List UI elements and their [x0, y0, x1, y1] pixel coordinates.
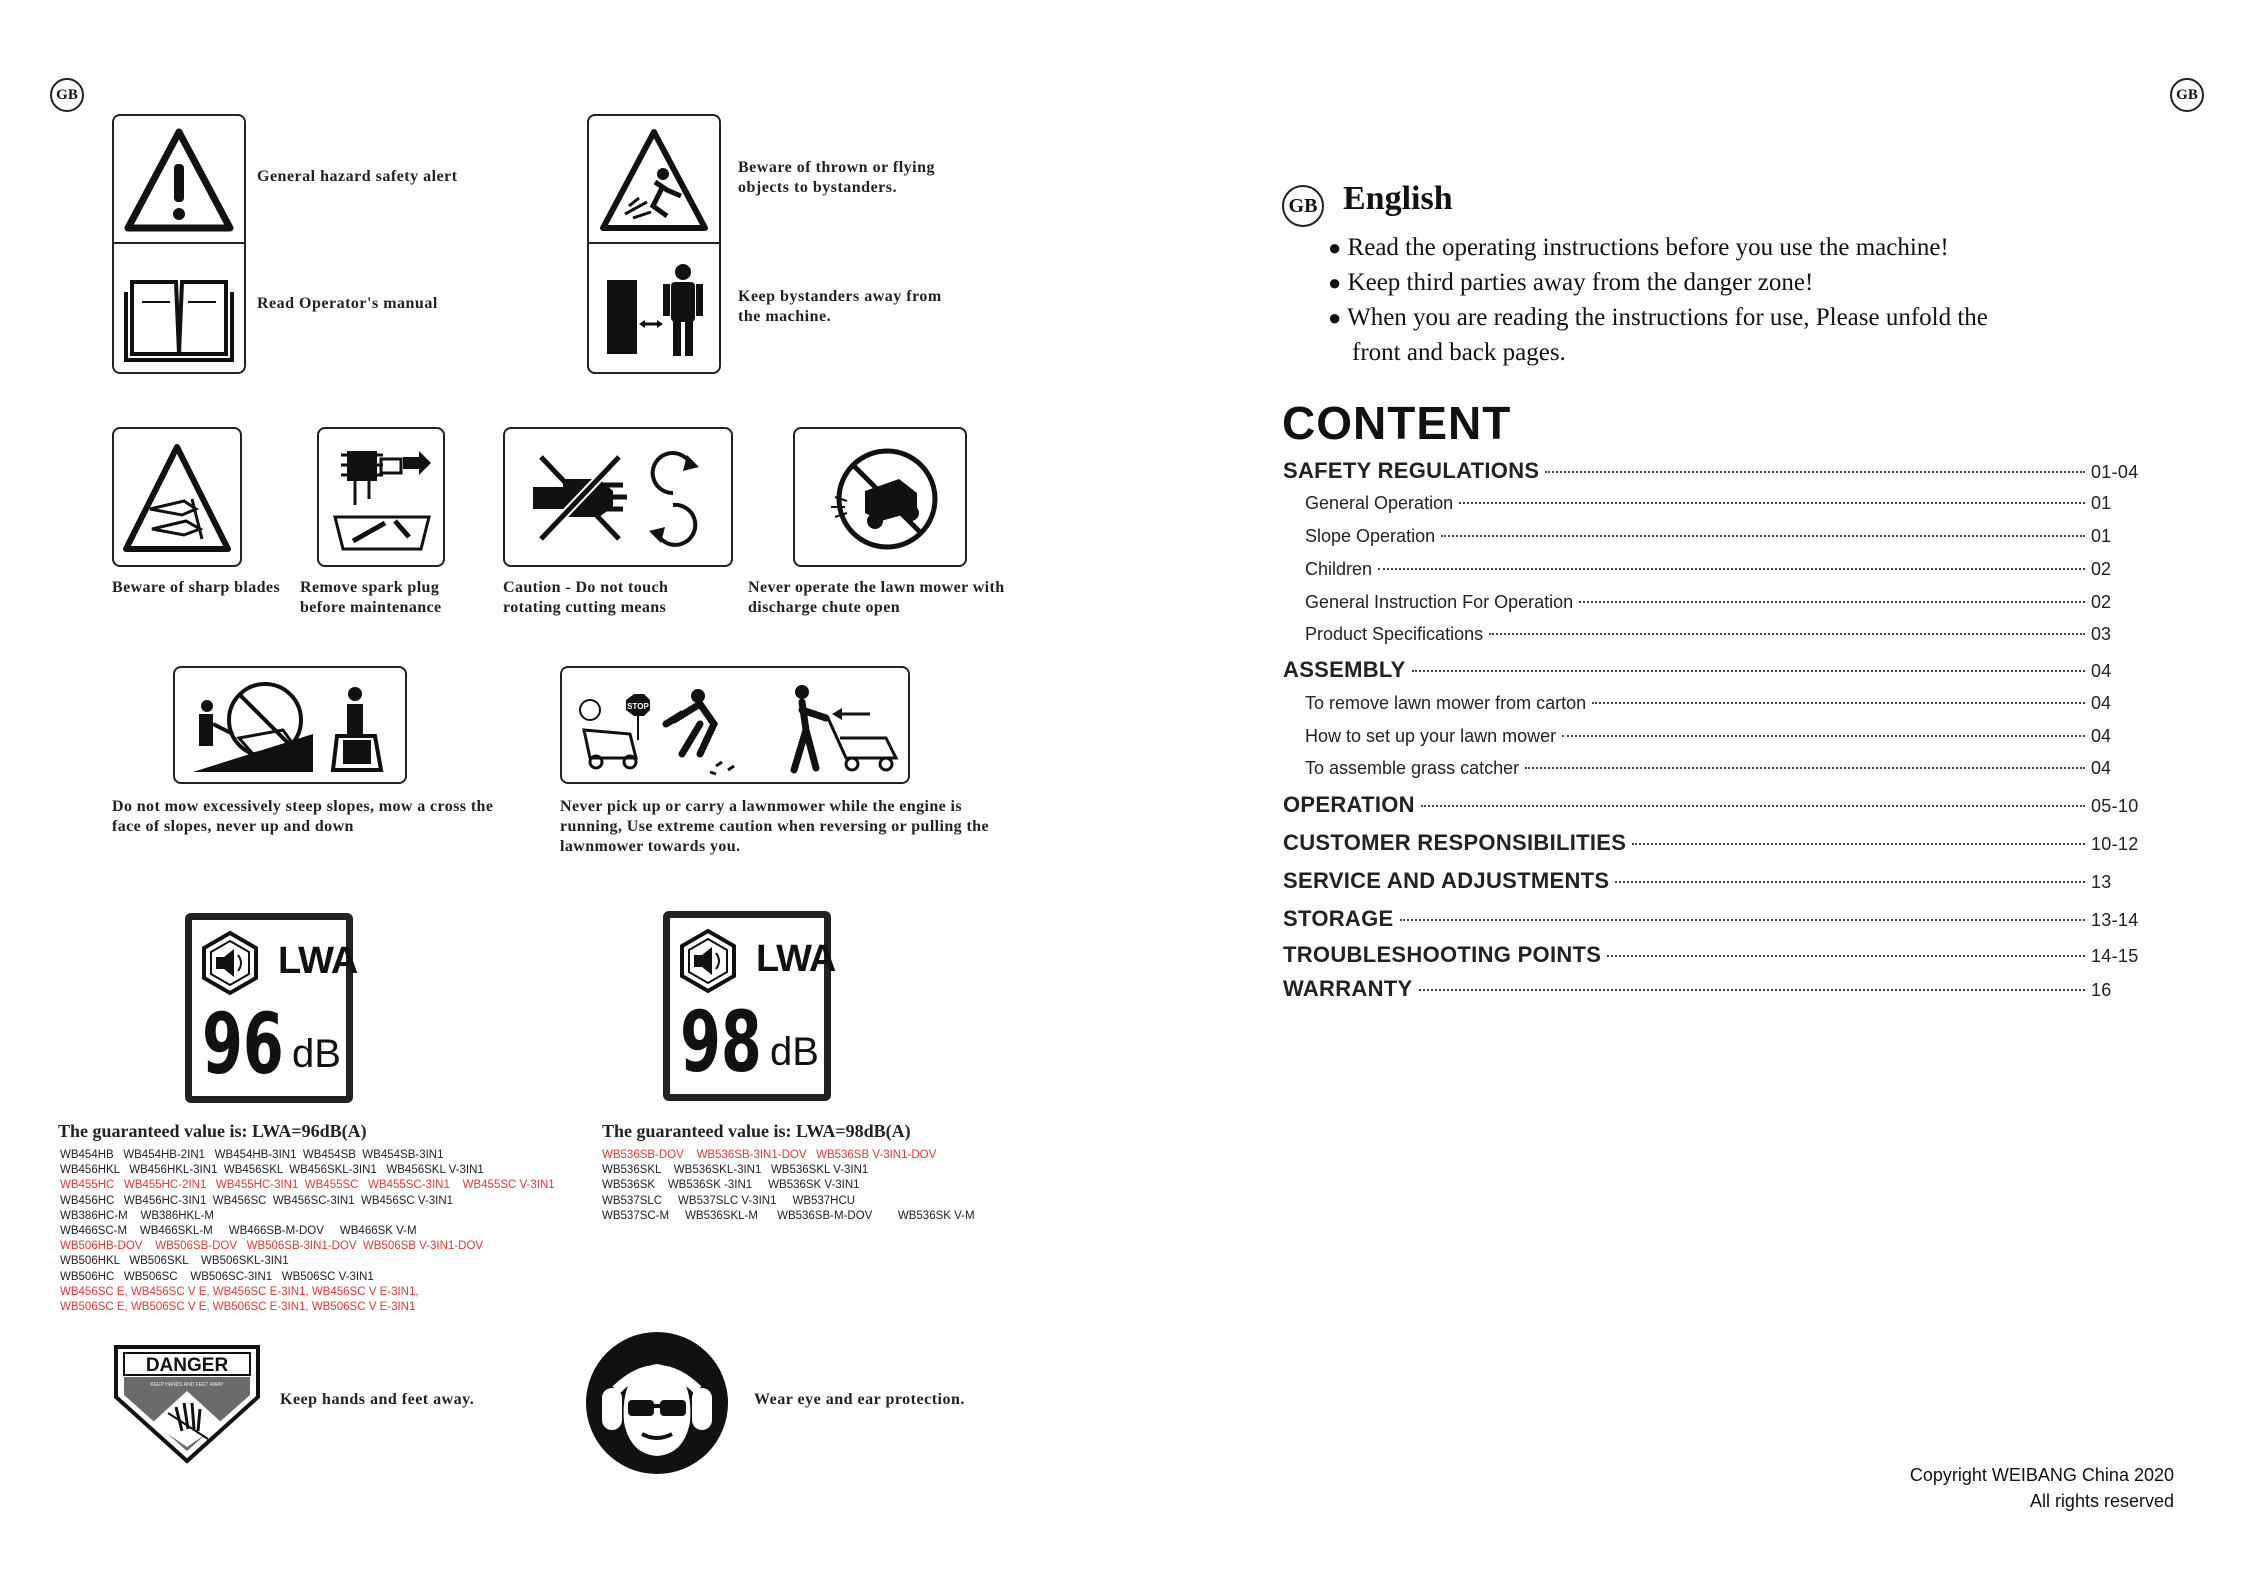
- model-line: WB456HC WB456HC-3IN1 WB456SC WB456SC-3IN1 WB456SC V-3IN1: [60, 1194, 454, 1207]
- toc-entry[interactable]: [1283, 726, 2143, 747]
- intro-bullets: [1328, 230, 1988, 370]
- toc-entry[interactable]: [1283, 559, 2143, 580]
- toc-entry-label: WARRANTY: [1283, 976, 1413, 1001]
- warning-triangle-icon: [122, 126, 236, 236]
- toc-page-number: 01: [2091, 526, 2112, 546]
- toc-entry[interactable]: [1283, 792, 2143, 818]
- toc-entry-label: Product Specifications: [1305, 624, 1484, 644]
- keep-hands-label: Keep hands and feet away.: [280, 1391, 475, 1408]
- toc-leader-dots: [1459, 502, 2085, 504]
- toc-page-number: 13-14: [2091, 910, 2139, 930]
- toc-entry-label: SERVICE AND ADJUSTMENTS: [1283, 868, 1610, 893]
- toc-entry-label: SAFETY REGULATIONS: [1283, 458, 1540, 483]
- slopes-symbol: [173, 666, 407, 784]
- guarantee-98: The guaranteed value is: LWA=98dB(A): [602, 1121, 911, 1141]
- model-line: WB456HKL WB456HKL-3IN1 WB456SKL WB456SKL-3IN1 WB456SKL V-3IN1: [60, 1164, 484, 1177]
- toc-entry-label: How to set up your lawn mower: [1305, 726, 1557, 746]
- model-line: WB506HB-DOV WB506SB-DOV WB506SB-3IN1-DOV WB506SB V-3IN1-DOV: [60, 1240, 484, 1253]
- copyright-block: [1880, 1462, 2174, 1514]
- content-title: CONTENT: [1282, 397, 1512, 449]
- sharp-blades-icon: [120, 439, 234, 557]
- toc-leader-dots: [1615, 881, 2085, 883]
- toc-entry[interactable]: [1283, 624, 2143, 645]
- hazard-manual-symbol-box: [112, 114, 246, 374]
- toc-leader-dots: [1525, 767, 2085, 769]
- open-book-icon: [122, 262, 236, 362]
- lwa-text: LWA: [756, 938, 836, 980]
- toc-entry[interactable]: [1283, 693, 2143, 714]
- sharp-blades-label: Beware of sharp blades: [112, 579, 281, 596]
- bullet-item-continuation: front and back pages.: [1352, 339, 1566, 366]
- toc-page-number: 03: [2091, 624, 2112, 644]
- toc-leader-dots: [1400, 919, 2086, 921]
- toc-entry[interactable]: [1283, 830, 2143, 856]
- bullet-item: ● Read the operating instructions before you use the machine!: [1328, 234, 1949, 261]
- model-line: WB537SC-M WB536SKL-M WB536SB-M-DOV WB536SK V-M: [602, 1209, 975, 1222]
- toc-leader-dots: [1441, 535, 2085, 537]
- model-line: WB506HC WB506SC WB506SC-3IN1 WB506SC V-3IN1: [60, 1270, 374, 1283]
- model-line: WB455HC WB455HC-2IN1 WB455HC-3IN1 WB455SC WB455SC-3IN1 WB455SC V-3IN1: [60, 1179, 555, 1192]
- toc-leader-dots: [1592, 702, 2085, 704]
- noise-unit: dB: [292, 1032, 341, 1076]
- keep-bystanders-label: Keep bystanders away from the machine.: [738, 288, 942, 325]
- toc-entry-label: TROUBLESHOOTING POINTS: [1283, 942, 1602, 967]
- toc-entry[interactable]: [1283, 592, 2143, 613]
- toc-entry[interactable]: [1283, 458, 2143, 484]
- toc-entry[interactable]: [1283, 942, 2143, 968]
- no-touch-rotating-icon: [523, 447, 723, 551]
- carry-mower-symbol: [560, 666, 910, 784]
- model-line: WB537SLC WB537SLC V-3IN1 WB537HCU: [602, 1194, 856, 1207]
- lwa-text: LWA: [278, 940, 358, 982]
- noise-value: 96: [202, 995, 284, 1093]
- steep-slope-icon: [183, 674, 401, 778]
- toc-leader-dots: [1378, 568, 2085, 570]
- copyright-text: Copyright WEIBANG China 2020: [1909, 1465, 2174, 1485]
- toc-entry-label: ASSEMBLY: [1283, 657, 1406, 682]
- thrown-objects-label: Beware of thrown or flying objects to bystanders.: [738, 159, 935, 196]
- hazard-alert-label: General hazard safety alert: [257, 168, 458, 185]
- bullet-item: ● Keep third parties away from the danger zone!: [1328, 269, 1814, 296]
- toc-entry-label: To remove lawn mower from carton: [1305, 693, 1587, 713]
- toc-page-number: 04: [2091, 726, 2112, 746]
- carry-mower-label: Never pick up or carry a lawnmower while the engine is running, Use extreme caution when reversing or pulling the lawnmower towards you.: [560, 798, 989, 855]
- model-line: WB536SKL WB536SKL-3IN1 WB536SKL V-3IN1: [602, 1164, 869, 1177]
- toc-page-number: 02: [2091, 592, 2112, 612]
- spark-plug-symbol: [317, 427, 445, 567]
- noise-label-98: [663, 911, 836, 1101]
- spark-plug-label: Remove spark plug before maintenance: [300, 579, 442, 616]
- toc-entry-label: OPERATION: [1283, 792, 1415, 817]
- toc-page-number: 10-12: [2091, 834, 2139, 854]
- bullet-item: ● When you are reading the instructions for use, Please unfold the: [1328, 304, 1988, 331]
- thrown-objects-icon: [597, 126, 711, 236]
- toc-page-number: 05-10: [2091, 796, 2139, 816]
- bystander-symbol-box: [587, 114, 721, 374]
- toc-page-number: 14-15: [2091, 946, 2139, 966]
- toc-leader-dots: [1421, 805, 2085, 807]
- toc-entry[interactable]: [1283, 493, 2143, 514]
- read-manual-label: Read Operator's manual: [257, 295, 438, 312]
- keep-away-icon: [597, 254, 711, 364]
- discharge-chute-symbol: [793, 427, 967, 567]
- rotating-means-label: Caution - Do not touch rotating cutting means: [503, 579, 669, 616]
- model-line: WB536SB-DOV WB536SB-3IN1-DOV WB536SB V-3IN1-DOV: [602, 1149, 937, 1161]
- rotating-means-symbol: [503, 427, 733, 567]
- eye-ear-label: Wear eye and ear protection.: [754, 1391, 965, 1408]
- no-carry-mower-icon: [570, 674, 904, 780]
- model-line: WB454HB WB454HB-2IN1 WB454HB-3IN1 WB454SB WB454SB-3IN1: [60, 1149, 444, 1161]
- eye-ear-protection-icon: [584, 1330, 730, 1476]
- toc-leader-dots: [1545, 471, 2085, 473]
- toc-leader-dots: [1562, 735, 2085, 737]
- toc-entry-label: Slope Operation: [1305, 526, 1436, 546]
- toc-page-number: 13: [2091, 872, 2112, 892]
- toc-entry-label: General Operation: [1305, 493, 1454, 513]
- language-title: English: [1343, 180, 1453, 217]
- model-list-96: [60, 1148, 555, 1315]
- stop-sign-text: STOP: [627, 702, 649, 711]
- toc-entry-label: To assemble grass catcher: [1305, 758, 1520, 778]
- language-badge: GB: [1282, 185, 1324, 227]
- toc-page-number: 01-04: [2091, 462, 2139, 482]
- toc-entry[interactable]: [1283, 526, 2143, 547]
- toc-entry[interactable]: [1283, 906, 2143, 932]
- danger-subtitle: KEEP HANDS AND FEET AWAY: [150, 1382, 224, 1388]
- toc-leader-dots: [1607, 955, 2085, 957]
- guarantee-96: The guaranteed value is: LWA=96dB(A): [58, 1121, 367, 1141]
- toc-entry-label: CUSTOMER RESPONSIBILITIES: [1283, 830, 1627, 855]
- toc-page-number: 04: [2091, 693, 2112, 713]
- toc-leader-dots: [1579, 601, 2085, 603]
- toc-entry-label: General Instruction For Operation: [1305, 592, 1574, 612]
- toc-entry[interactable]: [1283, 976, 2143, 1002]
- sound-level-icon: [200, 930, 260, 996]
- gb-badge-right: GB: [2170, 78, 2204, 112]
- toc-entry[interactable]: [1283, 868, 2143, 894]
- toc-page-number: 01: [2091, 493, 2112, 513]
- no-discharge-chute-icon: [825, 441, 945, 557]
- toc-entry[interactable]: [1283, 657, 2143, 683]
- sound-level-icon: [678, 928, 738, 994]
- model-line: WB456SC E, WB456SC V E, WB456SC E-3IN1, WB456SC V E-3IN1,: [60, 1285, 419, 1298]
- slopes-label: Do not mow excessively steep slopes, mow a cross the face of slopes, never up and down: [112, 798, 494, 835]
- toc-page-number: 04: [2091, 661, 2112, 681]
- toc-leader-dots: [1632, 843, 2085, 845]
- model-line: WB466SC-M WB466SKL-M WB466SB-M-DOV WB466SK V-M: [60, 1225, 417, 1238]
- rights-text: All rights reserved: [2029, 1491, 2174, 1511]
- danger-shield-icon: [112, 1343, 262, 1465]
- danger-title: DANGER: [145, 1355, 229, 1376]
- toc-page-number: 02: [2091, 559, 2112, 579]
- toc-leader-dots: [1489, 633, 2085, 635]
- model-list-98: [602, 1148, 975, 1224]
- toc-entry[interactable]: [1283, 758, 2143, 779]
- discharge-chute-label: Never operate the lawn mower with discharge chute open: [748, 579, 1005, 616]
- model-line: WB506SC E, WB506SC V E, WB506SC E-3IN1, WB506SC V E-3IN1: [60, 1301, 416, 1314]
- toc-entry-label: STORAGE: [1283, 906, 1394, 931]
- model-line: WB536SK WB536SK -3IN1 WB536SK V-3IN1: [602, 1179, 860, 1192]
- toc-leader-dots: [1412, 670, 2085, 672]
- model-line: WB506HKL WB506SKL WB506SKL-3IN1: [60, 1255, 289, 1268]
- sharp-blades-symbol: [112, 427, 242, 567]
- toc-page-number: 04: [2091, 758, 2112, 778]
- model-line: WB386HC-M WB386HKL-M: [60, 1209, 215, 1222]
- toc-entry-label: Children: [1305, 559, 1373, 579]
- toc-leader-dots: [1419, 989, 2085, 991]
- spark-plug-icon: [325, 437, 439, 559]
- noise-value: 98: [680, 993, 762, 1091]
- noise-unit: dB: [770, 1030, 819, 1074]
- noise-label-96: [185, 913, 358, 1103]
- gb-badge-left: GB: [50, 78, 84, 112]
- toc-page-number: 16: [2091, 980, 2112, 1000]
